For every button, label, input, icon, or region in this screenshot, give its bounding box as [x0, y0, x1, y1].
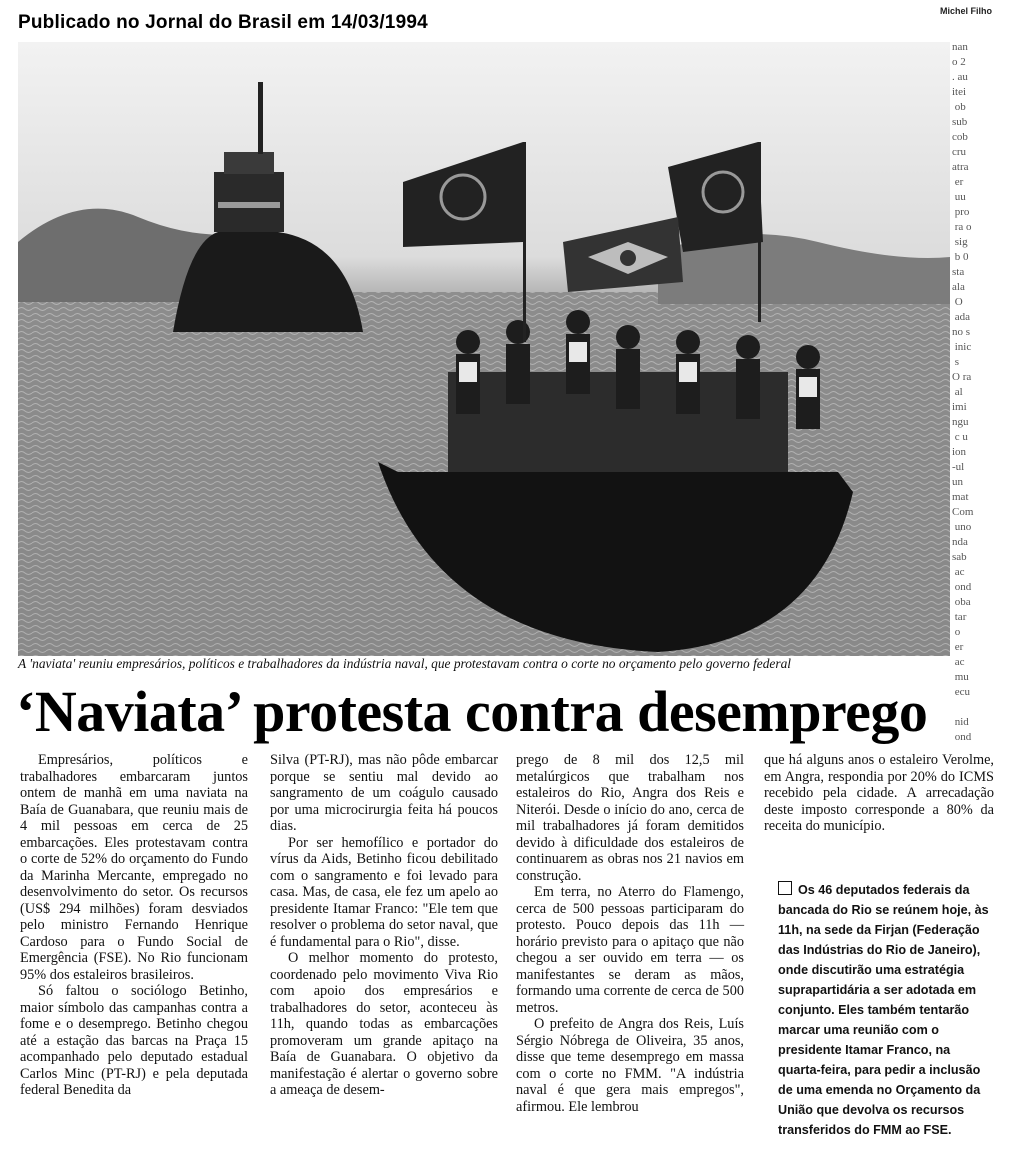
article-column-1 — [20, 752, 248, 1099]
boats-photo-illustration — [18, 42, 950, 656]
paragraph: Por ser hemofílico e portador do vírus da Aids, Betinho ficou debilitado com o sangramento e foi levado para casa. Mas, de casa, ele fez um apelo ao presidente Itamar Franco: "Ele tem que resolver o problema do setor naval, que é fundamental para o Rio", disse. — [270, 834, 498, 950]
paragraph: Empresários, políticos e trabalhadores embarcaram juntos ontem de manhã em uma naviata na Baía de Guanabara, que reuniu mais de 4 mil pessoas em cerca de 25 embarcações. Eles protestavam contra o corte de 52% do orçamento do Fundo da Marinha Mercante, empregado no desenvolvimento do setor. Os recursos (US$ 294 milhões) foram desviados pelo ministro Fernando Henrique Cardoso para o Fundo Social de Emergência (FSE). No Rio funcionam 95% dos estaleiros brasileiros. — [20, 752, 248, 983]
paragraph: prego de 8 mil dos 12,5 mil metalúrgicos que trabalham nos estaleiros do Rio, Angra dos Reis e Niterói. Desde o início do ano, cerca de mil trabalhadores já foram demitidos devido à dificuldade dos estaleiros de continuarem as obras nos 21 navios em construção. — [516, 752, 744, 884]
photo-credit: Michel Filho — [939, 6, 992, 16]
sidebar-note — [778, 880, 994, 1140]
paragraph: Em terra, no Aterro do Flamengo, cerca de 500 pessoas participaram do protesto. Pouco depois das 11h — horário previsto para o apitaço que não chegou a ser ouvido em terra — os manifestantes se deram as mãos, formando uma corrente de cerca de 500 metros. — [516, 884, 744, 1016]
paragraph: Silva (PT-RJ), mas não pôde embarcar porque se sentiu mal devido ao sangramento de um coágulo causado por uma microcirurgia feita há poucos dias. — [270, 752, 498, 834]
sidebar-note-text: Os 46 deputados federais da bancada do Rio se reúnem hoje, às 11h, na sede da Firjan (Federação das Indústrias do Rio de Janeiro), onde discutirão uma estratégia suprapartidária a ser adotada em conjunto. Eles também tentarão marcar uma reunião com o presidente Itamar Franco, na quarta-feira, para pedir a inclusão de uma emenda no Orçamento da União que devolva os recursos transferidos do FMM ao FSE. — [778, 883, 989, 1137]
photo-caption: A 'naviata' reuniu empresários, políticos e trabalhadores da indústria naval, que protestavam contra o corte no orçamento pelo governo federal — [18, 656, 791, 671]
paragraph: O prefeito de Angra dos Reis, Luís Sérgio Nóbrega de Oliveira, 35 anos, disse que teme desemprego em massa com o corte no FMM. "A indústria naval é que gera mais empregos", afirmou. Ele lembrou — [516, 1016, 744, 1115]
headline: ‘Naviata’ protesta contra desemprego — [16, 679, 928, 744]
publication-note: Publicado no Jornal do Brasil em 14/03/1994 — [18, 12, 428, 33]
paragraph: O melhor momento do protesto, coordenado pelo movimento Viva Rio com apoio dos empresários e trabalhadores do setor, aconteceu às 11h, quando todas as embarcações promoveram um grande apitaço na Baía de Guanabara. O objetivo da manifestação é alertar o governo sobre a ameaça de desem- — [270, 950, 498, 1098]
article-column-4 — [764, 752, 994, 835]
article-column-2 — [270, 752, 498, 1099]
paragraph: Só faltou o sociólogo Betinho, maior símbolo das campanhas contra a fome e o desemprego. Betinho chegou até a estação das barcas na Praça 15 acompanhado pelo deputado estadual Carlos Minc (PT-RJ) e pela deputada federal Benedita da — [20, 983, 248, 1098]
paragraph: que há alguns anos o estaleiro Verolme, em Angra, respondia por 20% do ICMS recebido pela cidade. A arrecadação deste imposto corresponde a 80% da receita do município. — [764, 752, 994, 834]
adjacent-article-fragments: nan о 2 . au itei ob sub cob cru atra er uu pro ra o sig b 0 sta ala O ada no s inic s O ra al imi ngu c u ion -ul un mat Com uno nda sab ac ond oba tar o er ac mu ecu nid ond — [952, 41, 974, 743]
article-column-3 — [516, 752, 744, 1115]
square-bullet-icon — [778, 881, 792, 895]
news-photo — [18, 42, 950, 656]
